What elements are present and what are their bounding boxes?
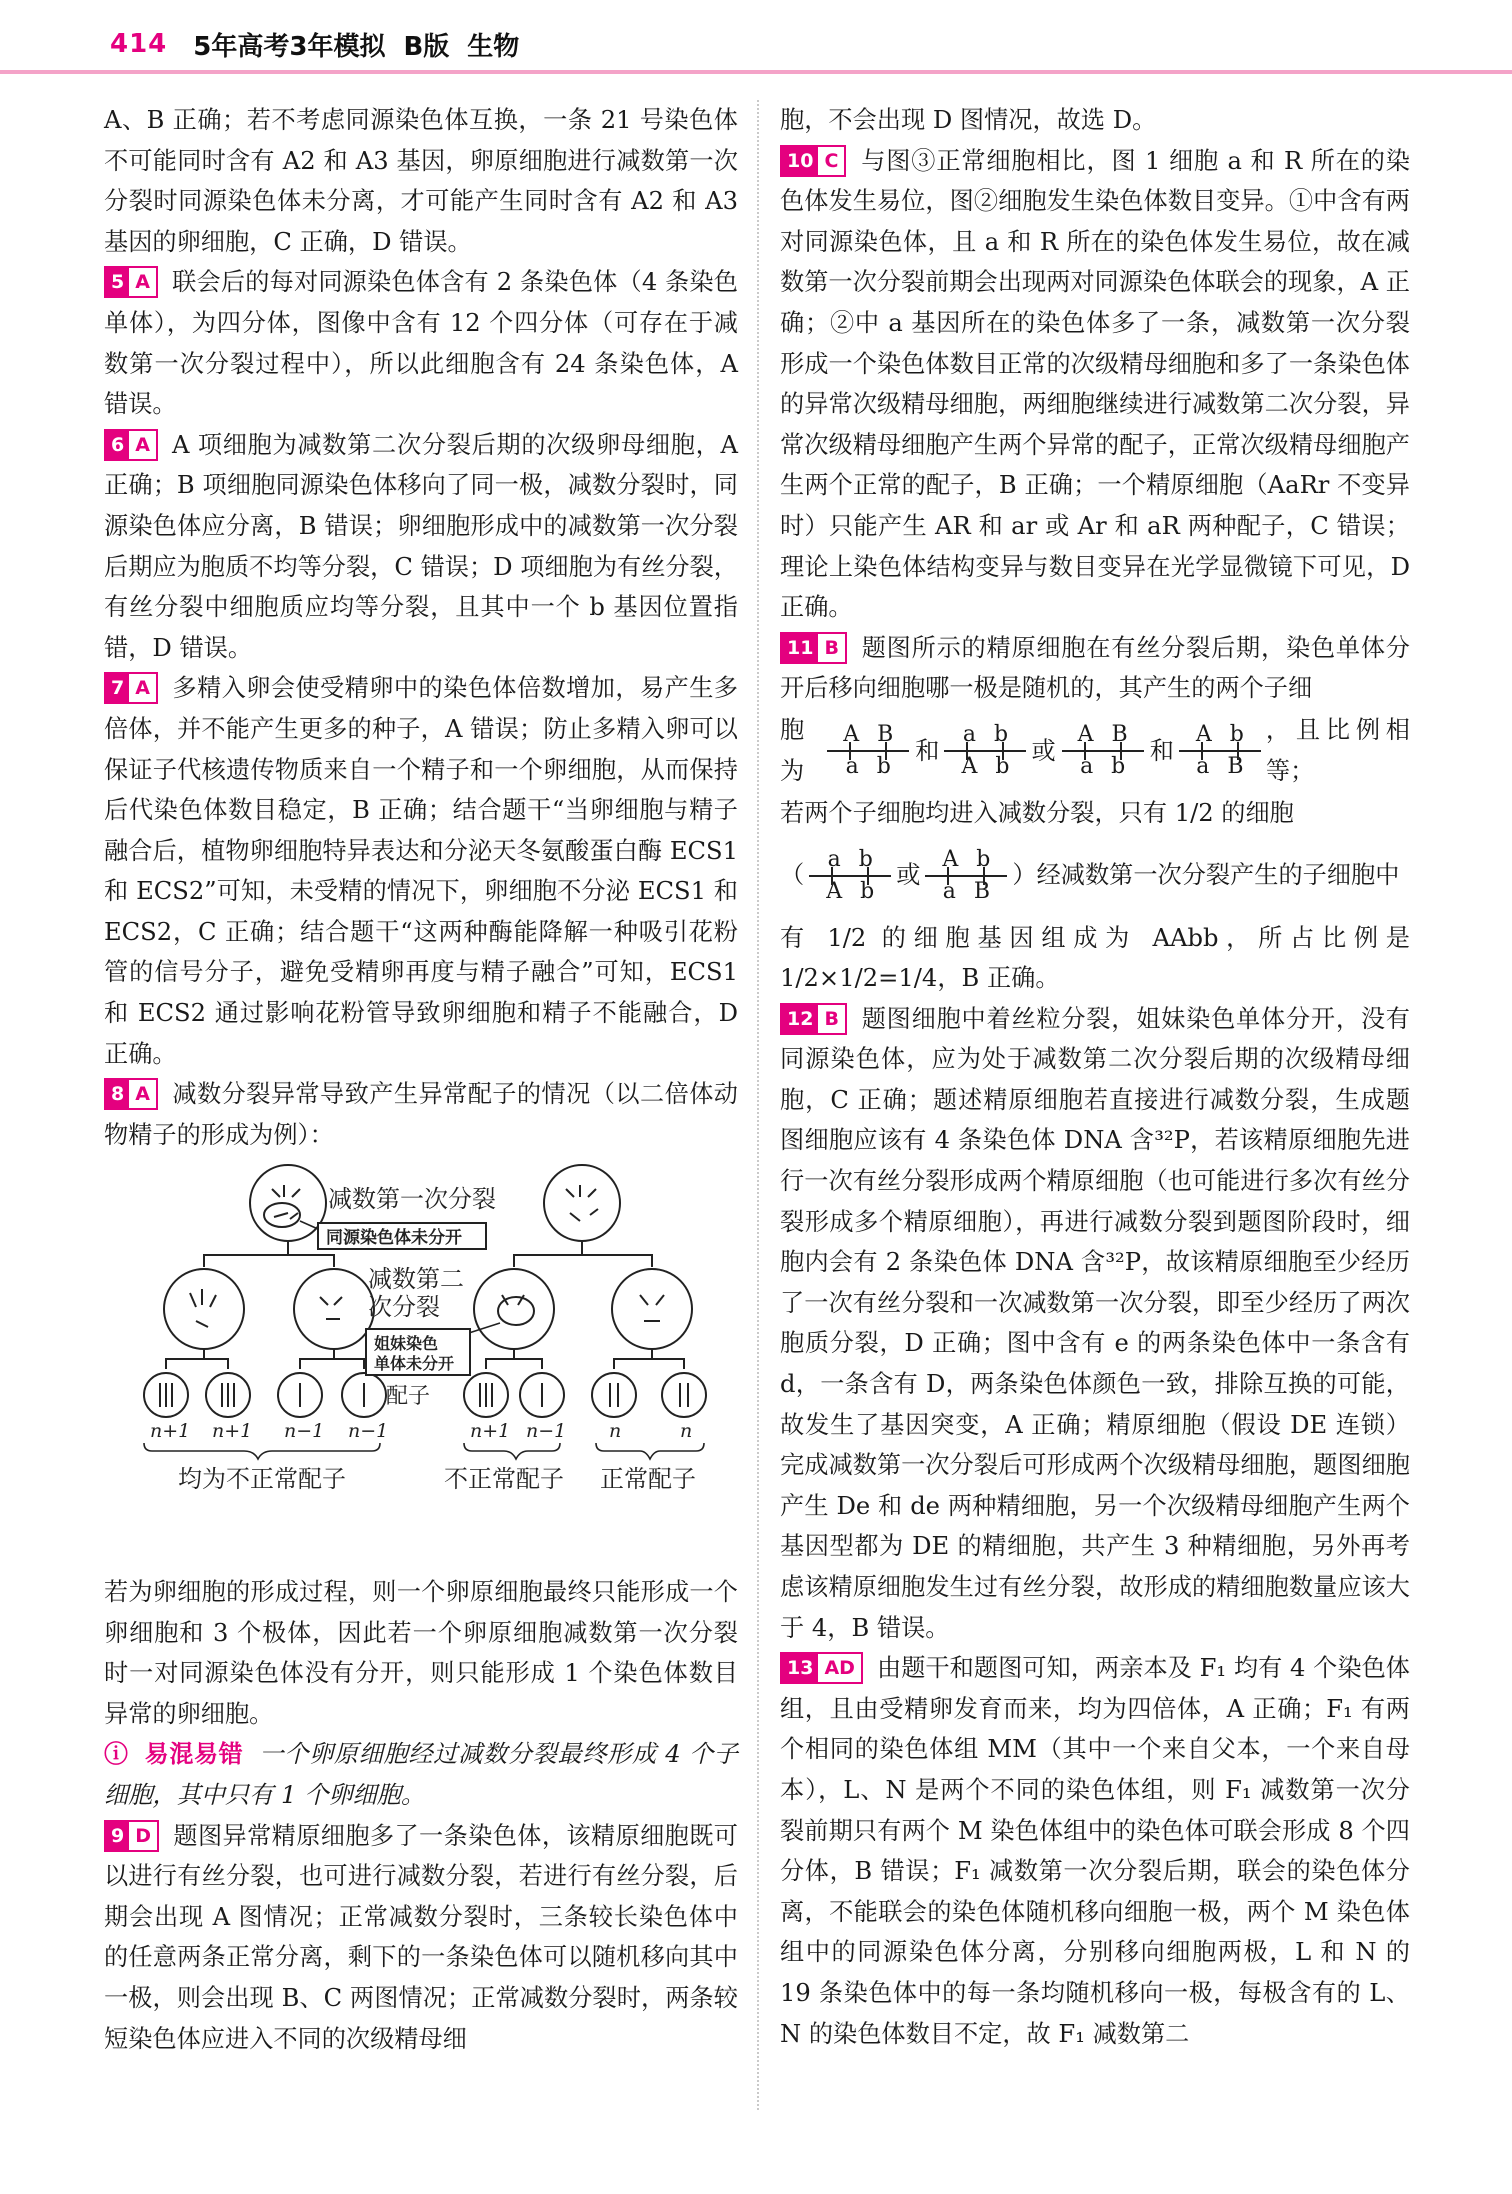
- paren-open: （: [780, 861, 805, 890]
- genotype-join: 和: [915, 736, 940, 765]
- meiosis-diagram: [104, 1163, 738, 1555]
- genotype-join: 或: [896, 861, 921, 890]
- question-number: 7: [106, 674, 129, 702]
- genotype-join: 和: [1149, 736, 1174, 765]
- answer-letter: A: [135, 677, 150, 700]
- question-number: 8: [106, 1080, 129, 1108]
- label-meiosis-2b: 次分裂: [368, 1293, 440, 1322]
- answer-11: [780, 628, 1410, 709]
- genotype-top: AB: [1077, 721, 1146, 747]
- answer-tag: [104, 1820, 159, 1852]
- answer-tag: [780, 1652, 863, 1684]
- answer-text: 题图异常精原细胞多了一条染色体，该精原细胞既可以进行有丝分裂，也可进行减数分裂，若进行有丝分裂，后期会出现 A 图情况；正常减数分裂时，三条较长染色体中的任意两条正常分离，剩下的一条染色体可以随机移向其中一极，则会出现 B、C 两图情况；正常减数分裂时，两条较短染色体应进入不同的次级精母细: [104, 1821, 738, 2053]
- answer-text: 与图③正常细胞相比，图 1 细胞 a 和 R 所在的染色体发生易位，图②细胞发生染色体数目变异。①中含有两对同源染色体，且 a 和 R 所在的染色体发生易位，故在减数第一次分裂前期会出现两对同源染色体联会的现象，A 正确；②中 a 基因所在的染色体多了一条，减数第一次分裂形成一个染色体数目正常的次级精母细胞和多了一条染色体的异常次级精母细胞，两细胞继续进行减数第二次分裂，异常次级精母细胞产生两个异常的配子，正常次级精母细胞产生两个正常的配子，B 正确；一个精原细胞（AaRr 不变异时）只能产生 AR 和 ar 或 Ar 和 aR 两种配子，C 错误；理论上染色体结构变异与数目变异在光学显微镜下可见，D 正确。: [780, 146, 1410, 622]
- genotype-line-2: [780, 834, 1410, 918]
- book-subject: 生物: [467, 31, 520, 62]
- label-sister-b: 单体未分开: [374, 1354, 455, 1374]
- genotype-fraction: [808, 847, 892, 905]
- answer-9: [104, 1816, 738, 2060]
- label-sister-a: 姐妹染色: [374, 1334, 439, 1354]
- header-rule: [0, 70, 1512, 74]
- answer-text: 题图所示的精原细胞在有丝分裂后期，染色单体分开后移向细胞哪一极是随机的，其产生的两个子细: [780, 633, 1410, 703]
- page-header: [110, 22, 519, 66]
- answer-8: [104, 1074, 738, 1155]
- answer-text: 题图细胞中着丝粒分裂，姐妹染色单体分开，没有同源染色体，应为处于减数第二次分裂后期的次级精母细胞，C 正确；题述精原细胞若直接进行减数分裂，生成题图细胞应该有 4 条染色体 DNA 含³²P，若该精原细胞先进行一次有丝分裂形成两个精原细胞（也可能进行多次有丝分裂形成多个精原细胞），再进行减数分裂到题图阶段时，细胞内会有 2 条染色体 DNA 含³²P，故该精原细胞至少经历了一次有丝分裂和一次减数第一次分裂，即至少经历了两次胞质分裂，D 正确；图中含有 e 的两条染色体中一条含有 d，一条含有 D，两条染色体颜色一致，排除互换的可能，故发生了基因突变，A 正确；精原细胞（假设 DE 连锁）完成减数第一次分裂后可形成两个次级精母细胞，题图细胞产生 De 和 de 两种精细胞，另一个次级精母细胞产生两个基因型都为 DE 的精细胞，共产生 3 种精细胞，另外再考虑该精原细胞发生过有丝分裂，故形成的精细胞数量应该大于 4，B 错误。: [780, 1004, 1410, 1642]
- genotype-bottom: Ab: [826, 878, 893, 904]
- answer-letter: AD: [824, 1657, 855, 1680]
- answer-12: [780, 999, 1410, 1649]
- question-number: 12: [782, 1005, 818, 1033]
- genotype-top: ab: [827, 846, 891, 872]
- genotype-top: AB: [843, 721, 912, 747]
- warning-label: 易混易错: [144, 1740, 244, 1769]
- answer-text: 由题干和题图可知，两亲本及 F₁ 均有 4 个染色体组，且由受精卵发育而来，均为四倍体，A 正确；F₁ 有两个相同的染色体组 MM（其中一个来自父本，一个来自母本），L、N 是两个不同的染色体组，则 F₁ 减数第一次分裂前期只有两个 M 染色体组中的染色体可联会形成 8 个四分体，B 错误；F₁ 减数第一次分裂后期，联会的染色体分离，不能联会的染色体随机移向细胞一极，两个 M 染色体组中的同源染色体分离，分别移向细胞两极，L 和 N 的 19 条染色体中的每一条均随机移向一极，每极含有的 L、N 的染色体数目不定，故 F₁ 减数第二: [780, 1654, 1410, 2048]
- genotype-fraction: [924, 847, 1008, 905]
- warning-note: [104, 1734, 738, 1815]
- paragraph-intro: A、B 正确；若不考虑同源染色体互换，一条 21 号染色体不可能同时含有 A2 和 A3 基因，卵原细胞进行减数第一次分裂时同源染色体未分离，才可能产生同时含有 A2 和 A3 基因的卵细胞，C 正确，D 错误。: [104, 106, 738, 256]
- count-label: n+1: [150, 1420, 191, 1443]
- answer-tag: [104, 266, 158, 298]
- genotype-bottom: aB: [1196, 753, 1262, 779]
- label-meiosis-2a: 减数第二: [368, 1265, 464, 1294]
- answer-text: 减数分裂异常导致产生异常配子的情况（以二倍体动物精子的形成为例）：: [104, 1080, 738, 1149]
- book-title-text: 5年高考3年模拟: [193, 31, 386, 62]
- column-divider: [757, 100, 759, 2110]
- genotype-bottom: aB: [942, 878, 1009, 904]
- answer-tag: [104, 1078, 158, 1110]
- answer-letter: D: [135, 1824, 152, 1847]
- warning-icon: ⓘ: [104, 1740, 129, 1769]
- genotype-fraction: [1178, 722, 1262, 780]
- answer-11-line: 若两个子细胞均进入减数分裂，只有 1/2 的细胞: [780, 798, 1294, 827]
- question-number: 13: [782, 1654, 818, 1682]
- count-label: n: [680, 1420, 693, 1443]
- answer-text: A 项细胞为减数第二次分裂后期的次级卵母细胞，A 正确；B 项细胞同源染色体移向了同一极，减数分裂时，同源染色体应分离，B 错误；卵细胞形成中的减数第一次分裂后期应为胞质不均等分裂，C 错误；D 项细胞为有丝分裂，有丝分裂中细胞质应均等分裂，且其中一个 b 基因位置指错，D 错误。: [104, 430, 738, 662]
- question-number: 11: [782, 634, 818, 662]
- group-all-abnormal: 均为不正常配子: [178, 1465, 346, 1494]
- label-gamete: 配子: [386, 1384, 431, 1410]
- label-homolog-fail: 同源染色体未分开: [326, 1228, 462, 1249]
- question-number: 5: [106, 268, 129, 296]
- count-label: n+1: [470, 1420, 511, 1443]
- answer-letter: B: [824, 636, 839, 659]
- label-meiosis-1: 减数第一次分裂: [328, 1185, 496, 1214]
- answer-tag: [780, 632, 847, 664]
- right-column: [780, 100, 1410, 2054]
- answer-13: [780, 1648, 1410, 2054]
- genotype-fraction: [1060, 722, 1146, 780]
- group-normal: 正常配子: [600, 1465, 696, 1494]
- answer-letter: A: [135, 433, 150, 456]
- answer-tag: [104, 672, 158, 704]
- genotype-top: ab: [962, 721, 1027, 747]
- genotype-fraction: [825, 722, 911, 780]
- paragraph-continued: 胞，不会出现 D 图情况，故选 D。: [780, 106, 1157, 134]
- cell-top-right: [544, 1165, 620, 1241]
- genotype-join: 或: [1031, 736, 1056, 765]
- count-label: n−1: [526, 1420, 567, 1443]
- count-label: n−1: [348, 1420, 389, 1443]
- answer-6: [104, 425, 738, 669]
- answer-tag: [780, 1003, 847, 1035]
- genotype-suffix: ）经减数第一次分裂产生的子细胞中: [1012, 861, 1400, 890]
- answer-tag: [104, 429, 158, 461]
- genotype-top: Ab: [942, 846, 1009, 872]
- book-title: [193, 26, 519, 63]
- genotype-top: Ab: [1195, 721, 1262, 747]
- book-edition: B版: [403, 31, 450, 62]
- answer-7: [104, 668, 738, 1074]
- answer-text: 多精入卵会使受精卵中的染色体倍数增加，易产生多倍体，并不能产生更多的种子，A 错误；防止多精入卵可以保证子代核遗传物质来自一个精子和一个卵细胞，从而保持后代染色体数目稳定，B 正确；结合题干“当卵细胞与精子融合后，植物卵细胞特异表达和分泌天冬氨酸蛋白酶 ECS1 和 ECS2”可知，未受精的情况下，卵细胞不分泌 ECS1 和 ECS2，C 正确；结合题干“这两种酶能降解一种吸引花粉管的信号分子，避免受精卵再度与精子融合”可知，ECS1 和 ECS2 通过影响花粉管导致卵细胞和精子不能融合，D 正确。: [104, 674, 738, 1068]
- genotype-fraction: [943, 722, 1027, 780]
- genotype-suffix: ，且比例相等；: [1265, 716, 1410, 785]
- paragraph-after-diagram: 若为卵细胞的形成过程，则一个卵原细胞最终只能形成一个卵细胞和 3 个极体，因此若一个卵原细胞减数第一次分裂时一对同源染色体没有分开，则只能形成 1 个染色体数目异常的卵细胞。: [104, 1578, 738, 1728]
- genotype-line-1: [780, 709, 1410, 793]
- genotype-prefix: 胞为: [780, 716, 805, 785]
- count-label: n−1: [284, 1420, 325, 1443]
- answer-tag: [780, 145, 846, 177]
- group-abnormal: 不正常配子: [444, 1465, 564, 1494]
- question-number: 10: [782, 147, 818, 175]
- left-column: [104, 100, 738, 2059]
- answer-text: 联会后的每对同源染色体含有 2 条染色体（4 条染色单体），为四分体，图像中含有 12 个四分体（可存在于减数第一次分裂过程中），所以此细胞含有 24 条染色体，A 错误。: [104, 268, 738, 419]
- answer-letter: A: [135, 1083, 150, 1106]
- genotype-bottom: ab: [845, 753, 909, 779]
- answer-10: [780, 141, 1410, 628]
- warning-text: 一个卵原细胞经过减数分裂最终形成 4 个子细胞，其中只有 1 个卵细胞。: [104, 1740, 738, 1809]
- answer-letter: B: [824, 1007, 839, 1030]
- answer-5: [104, 262, 738, 424]
- count-label: n+1: [212, 1420, 253, 1443]
- genotype-bottom: ab: [1080, 753, 1144, 779]
- page-number: 414: [110, 29, 168, 59]
- answer-letter: C: [824, 149, 839, 172]
- question-number: 6: [106, 431, 129, 459]
- answer-letter: A: [135, 271, 150, 294]
- genotype-bottom: Ab: [961, 753, 1028, 779]
- question-number: 9: [106, 1822, 129, 1850]
- count-label: n: [609, 1420, 622, 1443]
- answer-11-end: 有 1/2 的细胞基因组成为 AAbb，所占比例是 1/2×1/2=1/4，B 正确。: [780, 923, 1410, 993]
